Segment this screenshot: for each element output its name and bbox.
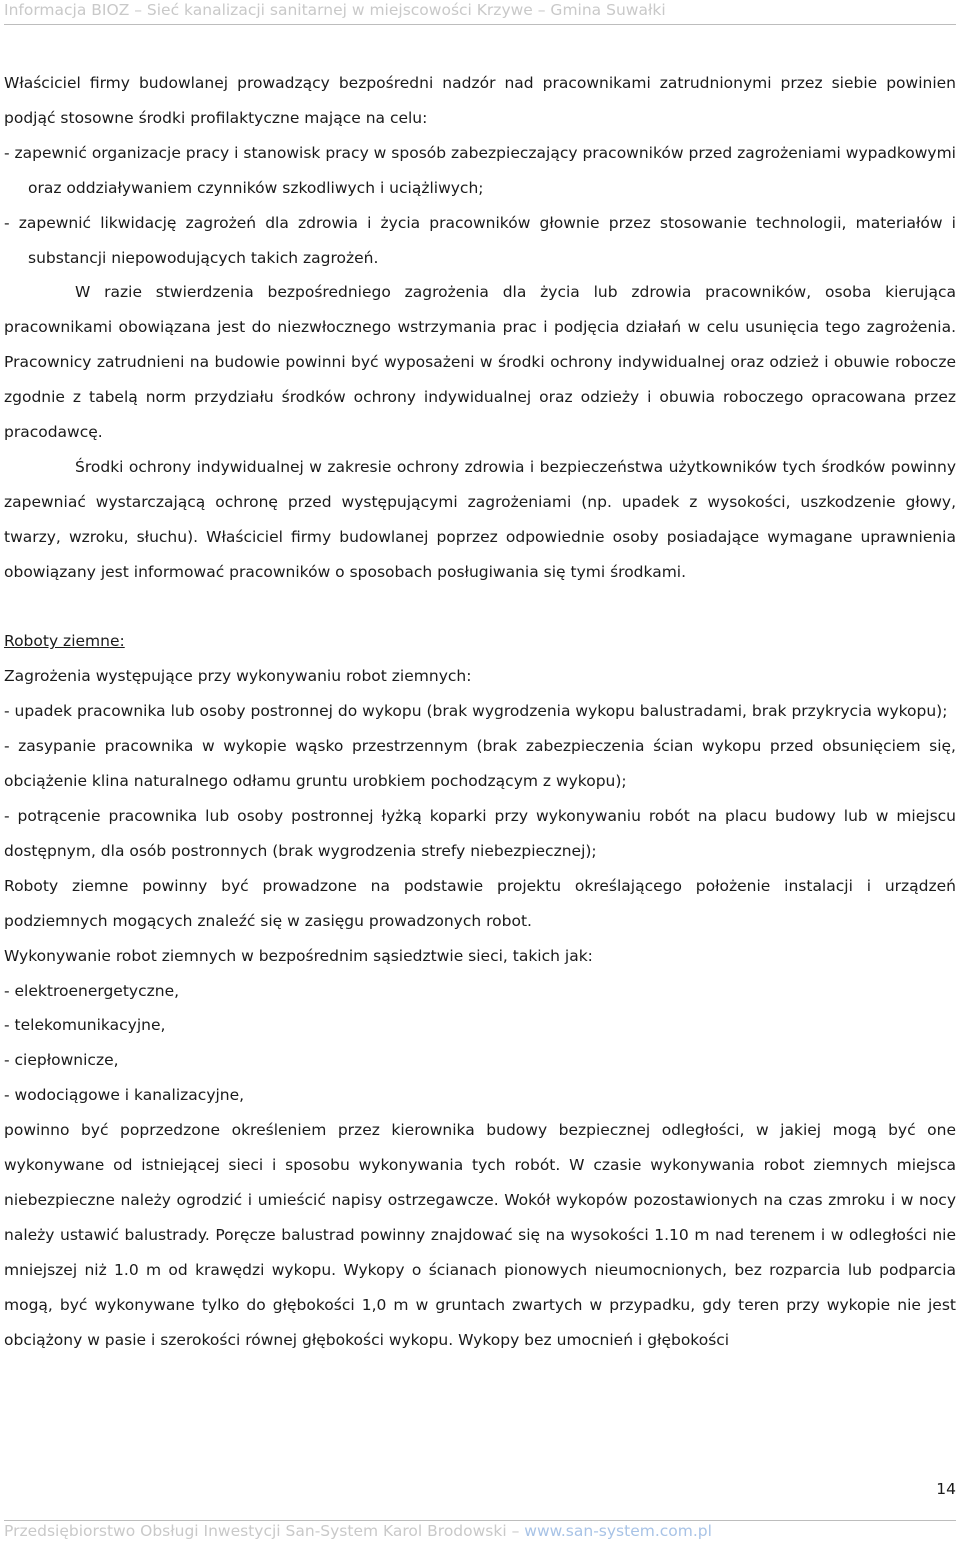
paragraph-owner-duties: Właściciel firmy budowlanej prowadzący bezpośredni nadzór nad pracownikami zatrudnionymi przez siebie powinien podjąć stosowne środki profilaktyczne mające na celu: xyxy=(4,74,956,127)
networks-intro: Wykonywanie robot ziemnych w bezpośrednim sąsiedztwie sieci, takich jak: xyxy=(4,946,593,965)
footer-company: Przedsiębiorstwo Obsługi Inwestycji San-System Karol Brodowski – xyxy=(4,1522,525,1540)
header-divider xyxy=(4,24,956,25)
hazards-intro: Zagrożenia występujące przy wykonywaniu robot ziemnych: xyxy=(4,667,472,686)
paragraph-protective-equipment: Środki ochrony indywidualnej w zakresie ochrony zdrowia i bezpieczeństwa użytkowników tych środków powinny zapewniać wystarczającą ochronę przed występującymi zagrożeniami (np. upadek z wysokości, uszkodzenie głowy, twarzy, wzroku, słuchu). Właściciel firmy budowlanej poprzez odpowiednie osoby posiadające wymagane uprawnienia obowiązany jest informować pracowników o sposobach posługiwania się tymi środkami. xyxy=(4,457,956,581)
list-item: - elektroenergetyczne, xyxy=(4,981,180,1000)
spacer xyxy=(4,590,956,625)
document-body xyxy=(4,66,956,1358)
list-item: - zapewnić likwidację zagrożeń dla zdrowia i życia pracowników głownie przez stosowanie technologii, materiałów i substancji niepowodujących takich zagrożeń. xyxy=(4,213,956,267)
section-heading-earthworks: Roboty ziemne: xyxy=(4,632,125,651)
paragraph-excavation-rules: powinno być poprzedzone określeniem przez kierownika budowy bezpiecznej odległości, w jakiej mogą być one wykonywane od istniejącej sieci i sposobu wykonywania tych robót. W czasie wykonywania robot ziemnych miejsca niebezpieczne należy ogrodzić i umieścić napisy ostrzegawcze. Wokół wykopów pozostawionych na czas zmroku i w nocy należy ustawić balustrady. Poręcze balustrad powinny znajdować się na wysokości 1.10 m nad terenem i w odległości nie mniejszej niż 1.0 m od krawędzi wykopu. Wykopy o ścianach pionowych nieumocnionych, bez rozparcia lub podparcia mogą, być wykonywane tylko do głębokości 1,0 m w gruntach zwartych w przypadku, gdy teren przy wykopie nie jest obciążony w pasie i szerokości równej głębokości wykopu. Wykopy bez umocnień i głębokości xyxy=(4,1121,956,1349)
paragraph-imminent-danger: W razie stwierdzenia bezpośredniego zagrożenia dla życia lub zdrowia pracowników, osoba kierująca pracownikami obowiązana jest do niezwłocznego wstrzymania prac i podjęcia działań w celu usunięcia tego zagrożenia. Pracownicy zatrudnieni na budowie powinni być wyposażeni w środki ochrony indywidualnej oraz odzież i obuwie robocze zgodnie z tabelą norm przydziału środków ochrony indywidualnej oraz odzieży i obuwia roboczego opracowana przez pracodawcę. xyxy=(4,283,956,442)
list-item: - wodociągowe i kanalizacyjne, xyxy=(4,1086,245,1105)
page-number: 14 xyxy=(936,1480,956,1498)
document-header: Informacja BIOZ – Sieć kanalizacji sanitarnej w miejscowości Krzywe – Gmina Suwałki xyxy=(4,1,666,19)
list-item: - potrącenie pracownika lub osoby postronnej łyżką koparki przy wykonywaniu robót na placu budowy lub w miejscu dostępnym, dla osób postronnych (brak wygrodzenia strefy niebezpiecznej); xyxy=(4,807,956,860)
paragraph-earthworks-project: Roboty ziemne powinny być prowadzone na podstawie projektu określającego położenie instalacji i urządzeń podziemnych mogących znaleźć się w zasięgu prowadzonych robot. xyxy=(4,876,956,930)
footer-divider xyxy=(4,1520,956,1521)
list-item: - telekomunikacyjne, xyxy=(4,1016,166,1035)
list-item: - zapewnić organizacje pracy i stanowisk pracy w sposób zabezpieczający pracowników przed zagrożeniami wypadkowymi oraz oddziaływaniem czynników szkodliwych i uciążliwych; xyxy=(4,143,956,197)
footer-website-link[interactable]: www.san-system.com.pl xyxy=(524,1522,712,1540)
list-item: - upadek pracownika lub osoby postronnej do wykopu (brak wygrodzenia wykopu balustradami, brak przykrycia wykopu); xyxy=(4,702,948,721)
document-footer xyxy=(4,1522,956,1540)
list-item: - zasypanie pracownika w wykopie wąsko przestrzennym (brak zabezpieczenia ścian wykopu przed obsunięciem się, obciążenie klina naturalnego odłamu gruntu urobkiem pochodzącym z wykopu); xyxy=(4,737,956,791)
list-item: - ciepłownicze, xyxy=(4,1051,119,1070)
